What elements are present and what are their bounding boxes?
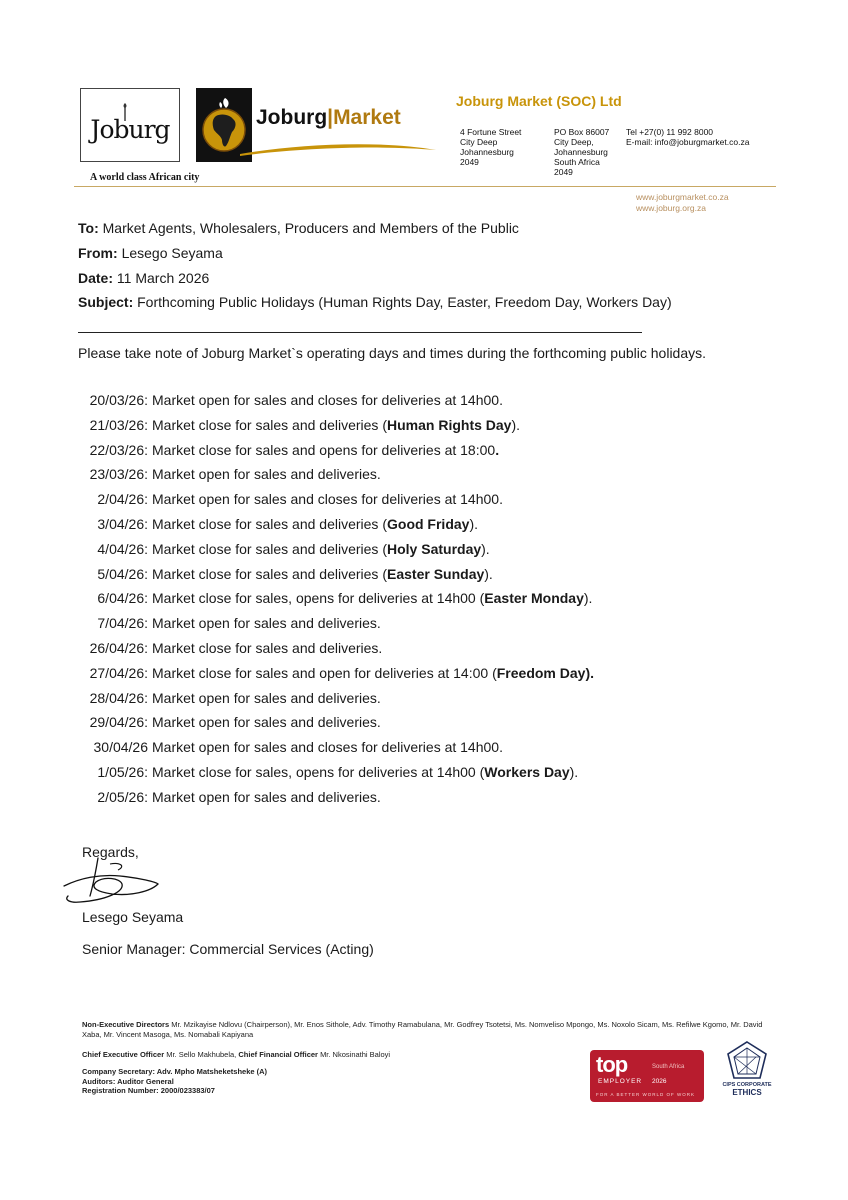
schedule-row [74,566,714,591]
registration-number: Registration Number: 2000/023383/07 [82,1086,215,1095]
schedule-text: Market close for sales and deliveries (Holy Saturday). [152,540,490,557]
handwritten-signature [60,856,170,912]
schedule-row [74,615,714,640]
memo-from-value: Lesego Seyama [121,245,223,261]
schedule-text: Market close for sales, opens for deliveries at 14h00 (Workers Day). [152,763,579,780]
directors-list: Mr. Mzikayise Ndlovu (Chairperson), Mr. Enos Sithole, Adv. Timothy Ramabulana, Mr. Godfrey Tsotetsi, Ms. Nomveliso Mpongo, Ms. Noxolo Sicam, Ms. Refilwe Kgomo, Mr. David Xaba, Mr. Vincent Masoga, Ms. Nomabali Kapiyana [82,1020,763,1039]
top-employer-slogan: FOR A BETTER WORLD OF WORK [596,1092,696,1097]
schedule-row [74,417,714,442]
city-tagline: A world class African city [90,172,200,183]
memo-to-value: Market Agents, Wholesalers, Producers and Members of the Public [102,220,519,236]
schedule-date: 2/05/26: [97,788,148,805]
schedule-date: 2/04/26: [97,491,148,508]
schedule-row [74,442,714,467]
schedule-date: 28/04/26: [89,689,148,706]
schedule-row [74,392,714,417]
joburg-logo-text: Joburg [90,115,170,144]
market-logo-wordmark [256,106,401,130]
company-secretary: Company Secretary: Adv. Mpho Matsheketsheke (A) [82,1067,268,1076]
schedule-date: 27/04/26: [89,664,148,681]
signatory-name: Lesego Seyama [82,909,184,925]
cips-ethics-icon [722,1040,772,1080]
schedule-text: Market close for sales and deliveries (Human Rights Day). [152,416,521,433]
schedule-row [74,690,714,715]
footer-directors [82,1020,772,1039]
schedule-date: 29/04/26: [89,714,148,731]
cips-line1: CIPS CORPORATE [722,1082,772,1088]
schedule-date: 7/04/26: [97,615,148,632]
schedule-text: Market close for sales and deliveries (Good Friday). [152,515,479,532]
market-logo-part1: Joburg [256,106,328,129]
memo-date-label: Date: [78,270,114,286]
schedule-text: Market open for sales and deliveries. [152,466,381,483]
schedule-text: Market close for sales, opens for deliveries at 14h00 (Easter Monday). [152,590,593,607]
postal-address: PO Box 86007 City Deep, Johannesburg South Africa 2049 [554,127,610,177]
top-employer-label: EMPLOYER [598,1078,643,1085]
top-employer-badge [590,1050,704,1102]
schedule-text: Market open for sales and deliveries. [152,788,381,805]
schedule-row [74,491,714,516]
auditors: Auditors: Auditor General [82,1076,174,1086]
header-divider [78,332,642,333]
schedule-row [74,516,714,541]
schedule-row [74,665,714,690]
memo-from-label: From: [78,245,118,261]
market-logo-part2: Market [333,106,401,129]
website-link-joburg[interactable]: www.joburg.org.za [636,203,706,213]
letterhead-divider [74,186,776,187]
schedule-text: Market close for sales and deliveries (Easter Sunday). [152,565,493,582]
holiday-schedule [74,392,714,814]
schedule-date: 26/04/26: [89,639,148,656]
memo-date [78,270,209,286]
memo-to-label: To: [78,220,99,236]
schedule-text: Market open for sales and closes for deliveries at 14h00. [152,739,503,756]
footer-company-info [82,1067,267,1096]
memo-to [78,220,519,236]
memo-subject-label: Subject: [78,294,134,310]
memo-intro: Please take note of Joburg Market`s operating days and times during the forthcoming public holidays. [78,345,707,361]
schedule-row [74,541,714,566]
schedule-date: 20/03/26: [89,392,148,408]
schedule-date: 22/03/26: [89,441,148,458]
cips-ethics-label [716,1082,778,1096]
directors-label: Non-Executive Directors [82,1020,170,1029]
joburg-city-logo [80,88,180,162]
schedule-text: Market close for sales and opens for deliveries at 18:00. [152,441,500,458]
cips-line2: ETHICS [732,1088,762,1097]
schedule-row [74,640,714,665]
schedule-row [74,789,714,814]
schedule-row [74,764,714,789]
schedule-row [74,739,714,764]
memo-from [78,245,223,261]
contact-details: Tel +27(0) 11 992 8000 E-mail: info@joburgmarket.co.za [626,127,750,147]
schedule-text: Market open for sales and deliveries. [152,615,381,632]
signatory-title: Senior Manager: Commercial Services (Acting) [82,941,374,957]
schedule-date: 21/03/26: [89,416,148,433]
memo-subject-value: Forthcoming Public Holidays (Human Rights Day, Easter, Freedom Day, Workers Day) [137,294,672,310]
top-employer-year: 2026 [652,1078,667,1085]
schedule-date: 3/04/26: [97,515,148,532]
footer-executives: Chief Executive Officer Mr. Sello Makhubela, Chief Financial Officer Mr. Nkosinathi Baloyi [82,1050,391,1059]
street-address: 4 Fortune Street City Deep Johannesburg 2049 [460,127,522,167]
schedule-date: 4/04/26: [97,540,148,557]
website-link-market[interactable]: www.joburgmarket.co.za [636,192,729,202]
schedule-text: Market open for sales and deliveries. [152,714,381,731]
schedule-text: Market close for sales and open for deliveries at 14:00 (Freedom Day). [152,664,594,681]
schedule-row [74,590,714,615]
schedule-date: 30/04/26 [93,739,148,756]
regards-text: Regards, [82,844,139,860]
schedule-text: Market open for sales and deliveries. [152,689,381,706]
schedule-text: Market open for sales and closes for deliveries at 14h00. [152,392,503,408]
schedule-text: Market close for sales and deliveries. [152,639,383,656]
schedule-date: 6/04/26: [97,590,148,607]
schedule-text: Market open for sales and closes for deliveries at 14h00. [152,491,503,508]
company-name: Joburg Market (SOC) Ltd [456,93,622,109]
top-employer-brand: top [596,1052,628,1077]
schedule-row [74,466,714,491]
schedule-date: 23/03/26: [89,466,148,483]
market-logo-separator: | [327,106,334,129]
schedule-date: 1/05/26: [97,763,148,780]
schedule-date: 5/04/26: [97,565,148,582]
top-employer-region: South Africa [652,1064,685,1070]
logo-swoosh [238,132,438,158]
memo-subject [78,294,672,310]
schedule-row [74,714,714,739]
memo-date-value: 11 March 2026 [116,270,210,286]
